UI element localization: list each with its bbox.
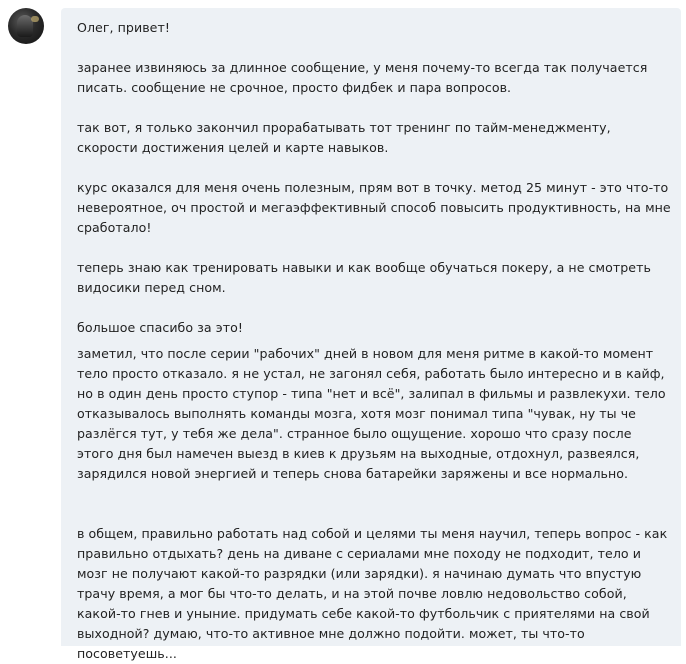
message-paragraph: курс оказался для меня очень полезным, прям вот в точку. метод 25 минут - это что-то невероятное, оч простой и мегаэффективный способ повысить продуктивность, на мне сработало!: [77, 180, 671, 235]
message-paragraph: заметил, что после серии "рабочих" дней в новом для меня ритме в какой-то момент тело просто отказало. я не устал, не загонял себя, работать было интересно и в кайф, но в один день просто ступор - типа "нет и всё", залипал в фильмы и развлекухи. тело отказывалось выполнять команды мозга, хотя мозг понимал типа "чувак, ну ты че разлёгся тут, у тебя же дела". странное было ощущение. хорошо что сразу после этого дня был намечен выезд в киев к друзьям на выходные, отдохнул, развеялся, зарядился новой энергией и теперь снова батарейки заряжены и все нормально.: [77, 346, 666, 481]
message-paragraph: теперь знаю как тренировать навыки и как вообще обучаться покеру, а не смотреть видосики перед сном.: [77, 260, 651, 295]
message-paragraph-greeting: Олег, привет!: [77, 20, 170, 35]
avatar-photo-highlight: [31, 16, 39, 22]
message-paragraph: большое спасибо за это!: [77, 320, 243, 335]
message-paragraph-question: в общем, правильно работать над собой и целями ты меня научил, теперь вопрос - как правильно отдыхать? день на диване с сериалами мне походу не подходит, тело и мозг не получают какой-то разрядки (или зарядки). я начинаю думать что впустую трачу время, а мог бы что-то делать, и на этой почве ловлю недовольство собой, какой-то гнев и уныние. придумать себе какой-то футбольчик с приятелями на свой выходной? думаю, что-то активное мне должно подойти. может, ты что-то посоветуешь...: [77, 526, 668, 661]
message-paragraph: так вот, я только закончил прорабатывать тот тренинг по тайм-менеджменту, скорости достижения целей и карте навыков.: [77, 120, 611, 155]
message-paragraph: заранее извиняюсь за длинное сообщение, у меня почему-то всегда так получается писать. сообщение не срочное, просто фидбек и пара вопросов.: [77, 60, 648, 95]
sender-avatar[interactable]: [8, 8, 44, 44]
message-bubble: [61, 8, 681, 661]
